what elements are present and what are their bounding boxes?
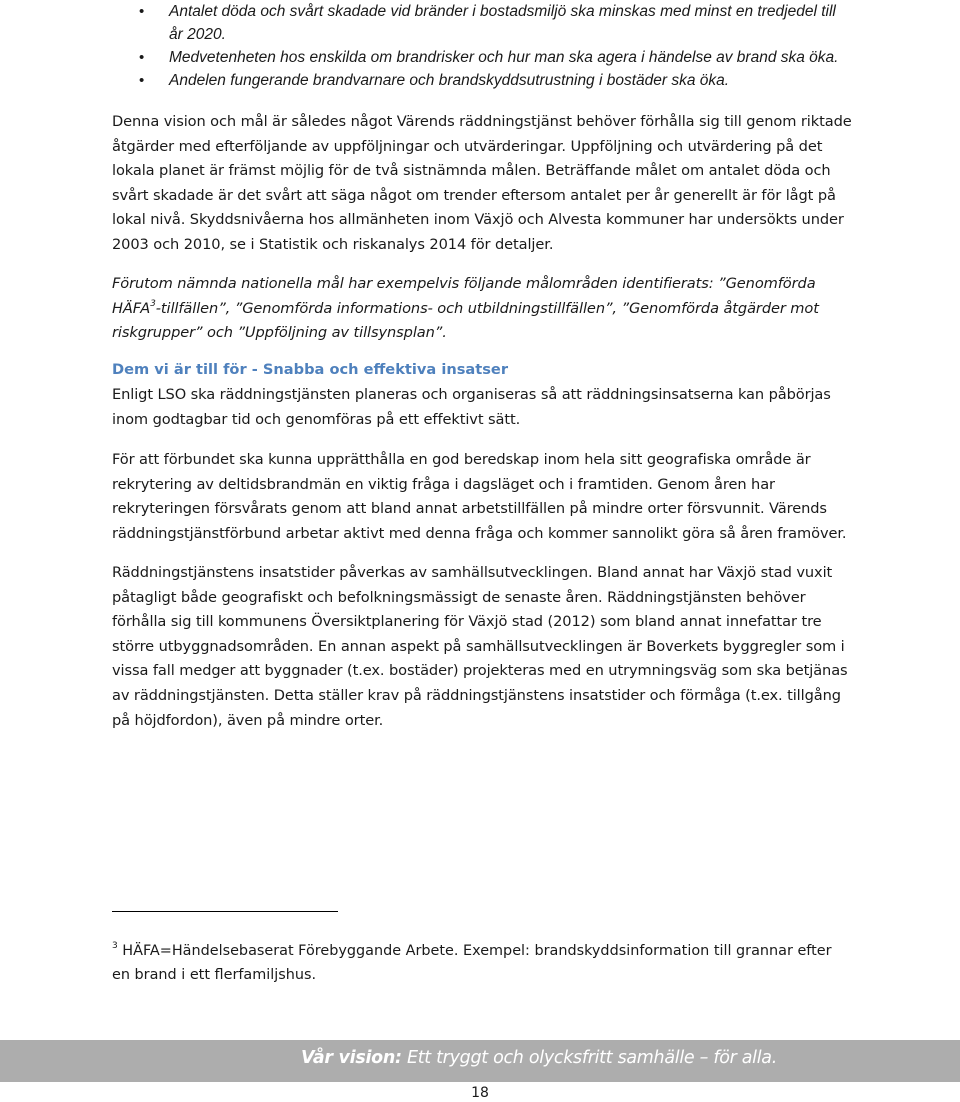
footnote-number: 3 — [112, 941, 118, 951]
bullet-item-2: • Medvetenheten hos enskilda om brandrisker och hur man ska agera i händelse av brand ska öka. — [112, 46, 852, 69]
vision-banner-text — [301, 1048, 777, 1068]
footnote-text: HÄFA=Händelsebaserat Förebyggande Arbete. Exempel: brandskyddsinformation till grannar efter en brand i ett flerfamiljshus. — [112, 943, 832, 983]
vision-banner — [0, 1040, 960, 1082]
paragraph-goal-areas — [112, 272, 852, 346]
paragraph-lso: Enligt LSO ska räddningstjänsten planeras och organiseras så att räddningsinsatserna kan påbörjas inom godtagbar tid och genomföras på ett effektivt sätt. — [112, 386, 831, 428]
footnote — [112, 939, 852, 987]
section-heading: Dem vi är till för - Snabba och effektiva insatser — [112, 361, 509, 378]
footnote-reference[interactable]: 3 — [150, 298, 156, 309]
paragraph-vision-goals: Denna vision och mål är således något Värends räddningstjänst behöver förhålla sig till genom riktade åtgärder med efterföljande av uppföljningar och utvärderingar. Uppföljning och utvärdering på det lokala planet är främst möjlig för de två sistnämnda målen. Beträffande målet om antalet döda och svårt skadade är det svårt att säga något om trender eftersom antalet per år generellt är för lågt på lokal nivå. Skyddsnivåerna hos allmänheten inom Växjö och Alvesta kommuner har undersökts under 2003 och 2010, se i Statistik och riskanalys 2014 för detaljer. — [112, 113, 852, 253]
bullet-item-1: • Antalet döda och svårt skadade vid bränder i bostadsmiljö ska minskas med minst en tredjedel till år 2020. — [112, 0, 852, 46]
footnote-separator — [112, 911, 338, 912]
bullet-item-3: • Andelen fungerande brandvarnare och brandskyddsutrustning i bostäder ska öka. — [112, 69, 852, 92]
paragraph-recruitment: För att förbundet ska kunna upprätthålla en god beredskap inom hela sitt geografiska område är rekrytering av deltidsbrandmän en viktig fråga i dagsläget och i framtiden. Genom åren har rekryteringen försvårats genom att bland annat arbetstillfällen på mindre orter försvunnit. Värends räddningstjänstförbund arbetar aktivt med denna fråga och kommer sannolikt göra så åren framöver. — [112, 451, 847, 542]
goal-bullet-list — [112, 0, 852, 92]
goal-areas-text-end: -tillfällen”, ”Genomförda informations- och utbildningstillfällen”, ”Genomförda åtgärder mot riskgrupper” och ”Uppföljning av tillsynsplan”. — [112, 299, 819, 342]
vision-label: Vår vision: — [301, 1048, 402, 1068]
paragraph-response-times: Räddningstjänstens insatstider påverkas av samhällsutvecklingen. Bland annat har Växjö stad vuxit påtagligt både geografiskt och befolkningsmässigt de senaste åren. Räddningstjänsten behöver förhålla sig till kommunens Översiktplanering för Växjö stad (2012) som bland annat innefattar tre större utbyggnadsområden. En annan aspekt på samhällsutvecklingen är Boverkets byggregler som i vissa fall medger att byggnader (t.ex. bostäder) projekteras med en utrymningsväg som ska betjänas av räddningstjänsten. Detta ställer krav på räddningstjänstens insatstider och förmåga (t.ex. tillgång på höjdfordon), även på mindre orter. — [112, 564, 848, 729]
page-number: 18 — [471, 1085, 489, 1101]
vision-statement: Ett tryggt och olycksfritt samhälle – för alla. — [401, 1048, 777, 1068]
goal-areas-text-start: Förutom nämnda nationella mål har exempelvis följande målområden identifierats: ”Genomförda HÄFA — [112, 275, 816, 317]
